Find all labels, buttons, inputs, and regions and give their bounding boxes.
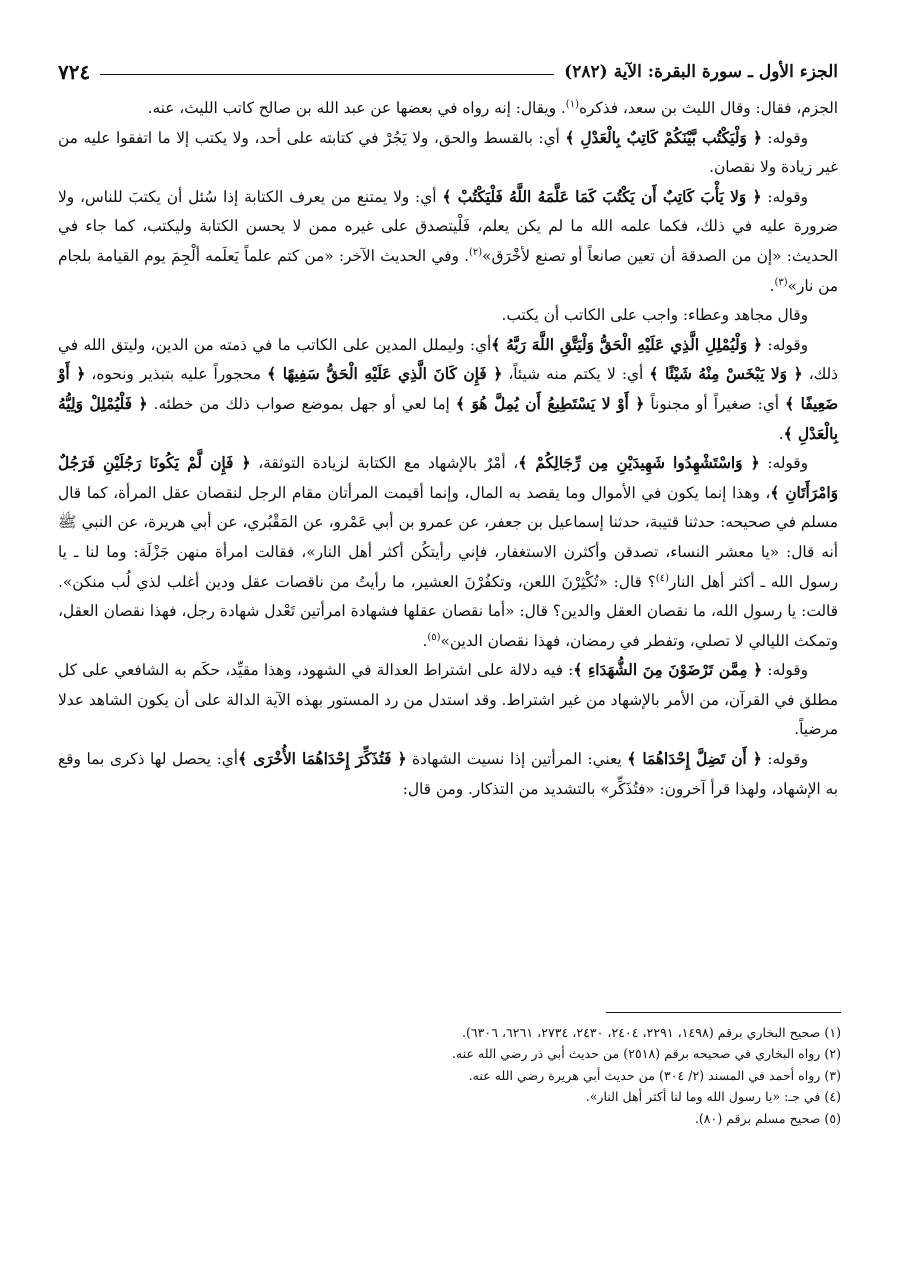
text-run: وقال مجاهد وعطاء: واجب على الكاتب أن يكتب.	[501, 306, 808, 325]
paragraph	[58, 301, 838, 331]
text-run: . ويقال: إنه رواه في بعضها عن عبد الله بن صالح كاتب الليث، عنه.	[147, 99, 566, 117]
text-run: وقوله:	[761, 187, 809, 206]
footnote-ref: (٤)	[655, 572, 669, 584]
quran-verse: ﴿ وَلا يَأْبَ كَاتِبٌ أَن يَكْتُبَ كَمَا عَلَّمَهُ اللَّهُ فَلْيَكْتُبْ ﴾	[442, 187, 762, 206]
text-run: الجزم، فقال: وقال الليث بن سعد، فذكره	[578, 99, 838, 117]
footnote-ref: (٣)	[774, 276, 788, 288]
footnote-ref: (٥)	[427, 631, 441, 643]
text-run: وقوله:	[761, 335, 808, 354]
page-header	[58, 58, 838, 86]
paragraph	[58, 656, 838, 745]
text-run: .	[778, 424, 784, 443]
text-run: أي: يحصل لها ذكرى بما وقع به الإشهاد، ولهذا قرأ آخرون: «فتُذَكِّر» بالتشديد من التذكار. ومن قال:	[58, 750, 838, 798]
quran-verse: ﴿ وَلْيُمْلِلِ الَّذِي عَلَيْهِ الْحَقُّ وَلْيَتَّقِ اللَّهَ رَبَّهُ ﴾	[491, 335, 762, 354]
footnote-ref: (٢)	[468, 246, 483, 258]
quran-verse: ﴿ وَاسْتَشْهِدُوا شَهِيدَيْنِ مِن رِّجَالِكُمْ ﴾	[518, 454, 760, 473]
quran-verse: ﴿ مِمَّن تَرْضَوْنَ مِنَ الشُّهَدَاءِ ﴾	[573, 661, 763, 680]
footnote: (٥) صحيح مسلم برقم (٨٠).	[694, 1110, 841, 1126]
text-run: وقوله:	[759, 454, 808, 473]
footnote: (٣) رواه أحمد في المسند (٢/ ٣٠٤) من حديث أبي هريرة رضي الله عنه.	[468, 1067, 841, 1083]
paragraph	[58, 331, 838, 449]
text-run: ، وهذا إنما يكون في الأموال وما يقصد به المال، وإنما أقيمت المرأتان مقام الرجل لنقصان عقل المرأة، كما قال مسلم في صحيحه: حدثنا قتيبة، حدثنا إسماعيل بن جعفر، عن عمرو بن أبي عَمْرو، عن المَقْبُري، عن أبي هريرة، عن النبي ﷺ أنه قال: «يا معشر النساء، تصدقن وأكثرن الاستغفار، فإني رأيتكُن أكثر أهل النار»، فقالت امرأة منهن جَزْلَة: وما لنا ـ يا رسول الله ـ أكثر أهل النار	[58, 483, 838, 591]
text-run: . وفي الحديث الآخر: «من كتم علماً يَعلَمه ألْجِمَ يوم القيامة بلجام من نار»	[58, 246, 838, 295]
footnote: (١) صحيح البخاري برقم (١٤٩٨، ٢٢٩١، ٢٤٠٤، ٢٤٣٠، ٢٧٣٤، ٦٢٦١، ٦٣٠٦).	[461, 1025, 841, 1040]
running-title: الجزء الأول ـ سورة البقرة: الآية (٢٨٢)	[564, 62, 838, 82]
quran-verse: ﴿ وَلا يَبْخَسْ مِنْهُ شَيْئًا ﴾	[649, 365, 803, 384]
text-run: أي: صغيراً أو مجنوناً	[644, 394, 786, 413]
text-run: أي: بالقسط والحق، ولا يَجُرْ في كتابته على أحد، ولا يكتب إلا ما اتفقوا عليه من غير زيادة ولا نقصان.	[58, 128, 838, 177]
quran-verse: ﴿ أَن تَضِلَّ إِحْدَاهُمَا ﴾	[627, 750, 762, 769]
quran-verse: ﴿ أَوْ لا يَسْتَطِيعُ أَن يُمِلَّ هُوَ ﴾	[455, 394, 645, 413]
paragraph	[58, 183, 838, 301]
text-run: .	[769, 276, 775, 295]
text-run: إما لعي أو جهل بموضع صواب ذلك من خطئه.	[147, 394, 456, 413]
quran-verse: ﴿ فَتُذَكِّرَ إِحْدَاهُمَا الأُخْرَى ﴾	[238, 750, 407, 769]
quran-verse: ﴿ فَلْيُمْلِلْ وَلِيُّهُ بِالْعَدْلِ ﴾	[58, 394, 838, 443]
quran-verse: ﴿ أَوْ ضَعِيفًا ﴾	[58, 365, 839, 413]
text-run: محجوراً عليه بتبذير ونحوه،	[85, 365, 268, 384]
quran-verse: ﴿ وَلْيَكْتُب بَّيْنَكُمْ كَاتِبٌ بِالْعَدْلِ ﴾	[565, 128, 762, 147]
paragraph	[58, 449, 838, 656]
paragraph	[58, 94, 838, 124]
text-run: أي: ولا يمتنع من يعرف الكتابة إذا سُئل أن يكتبَ للناس، ولا ضرورة عليه في ذلك، فكما علمه الله ما لم يكن يعلم، فَلْيتصدق على غيره ممن لا يحسن الكتابة وليكتب، كما جاء في الحديث: «إن من الصدقة أن تعين صانعاً أو تصنع لأخْرَق»	[58, 187, 838, 265]
footnote-ref: (١)	[565, 98, 579, 110]
page	[58, 58, 838, 804]
text-run: : فيه دلالة على اشتراط العدالة في الشهود، وهذا مقيِّد، حكَم به الشافعي على كل مطلق في القرآن، من الأمر بالإشهاد من غير اشتراط. وقد استدل من رد المستور بهذه الآية الدالة على أن يكون الشاهد عدلا مرضياً.	[58, 661, 838, 739]
paragraph	[58, 745, 838, 804]
text-run: أي: لا يكتم منه شيئاً،	[502, 365, 650, 384]
text-run: وقوله:	[762, 661, 809, 680]
page-number: ٧٢٤	[58, 60, 91, 84]
quran-verse: ﴿ فَإِن لَّمْ يَكُونَا رَجُلَيْنِ فَرَجُلٌ وَامْرَأَتَانِ ﴾	[58, 454, 838, 502]
text-run: وقوله:	[761, 750, 809, 769]
text-run: يعني: المرأتين إذا نسيت الشهادة	[406, 750, 628, 769]
main-text	[58, 94, 838, 804]
text-run: أي: وليملل المدين على الكاتب ما في ذمته من الدين، وليتق الله في ذلك،	[58, 335, 838, 384]
footnote: (٢) رواه البخاري في صحيحه برقم (٢٥١٨) من حديث أبي ذر رضي الله عنه.	[451, 1046, 841, 1062]
text-run: وقوله:	[761, 128, 808, 147]
footnote-divider	[606, 1012, 841, 1013]
text-run: .	[422, 631, 428, 650]
text-run: ؟ قال: «تُكْثِرْنَ اللعن، وتكفُرْنَ العشير، ما رأيتُ من ناقصات عقل ودين أغلب لذي لُب منكن». قالت: يا رسول الله، ما نقصان العقل والدين؟ قال: «أما نقصان عقلها فشهادة امرأتين تَعْدل شهادة رجل، فهذا نقصان العقل، وتمكث الليالي لا تصلي، وتفطر في رمضان، فهذا نقصان الدين»	[58, 572, 838, 650]
quran-verse: ﴿ فَإِن كَانَ الَّذِي عَلَيْهِ الْحَقُّ سَفِيهًا ﴾	[267, 365, 503, 384]
header-rule	[100, 74, 554, 75]
footnotes	[61, 1022, 841, 1129]
paragraph	[58, 124, 838, 183]
text-run: ، أمْرٌ بالإشهاد مع الكتابة لزيادة التوثقة،	[250, 454, 519, 473]
footnote: (٤) في جـ: «يا رسول الله وما لنا أكثر أهل النار».	[585, 1089, 841, 1105]
